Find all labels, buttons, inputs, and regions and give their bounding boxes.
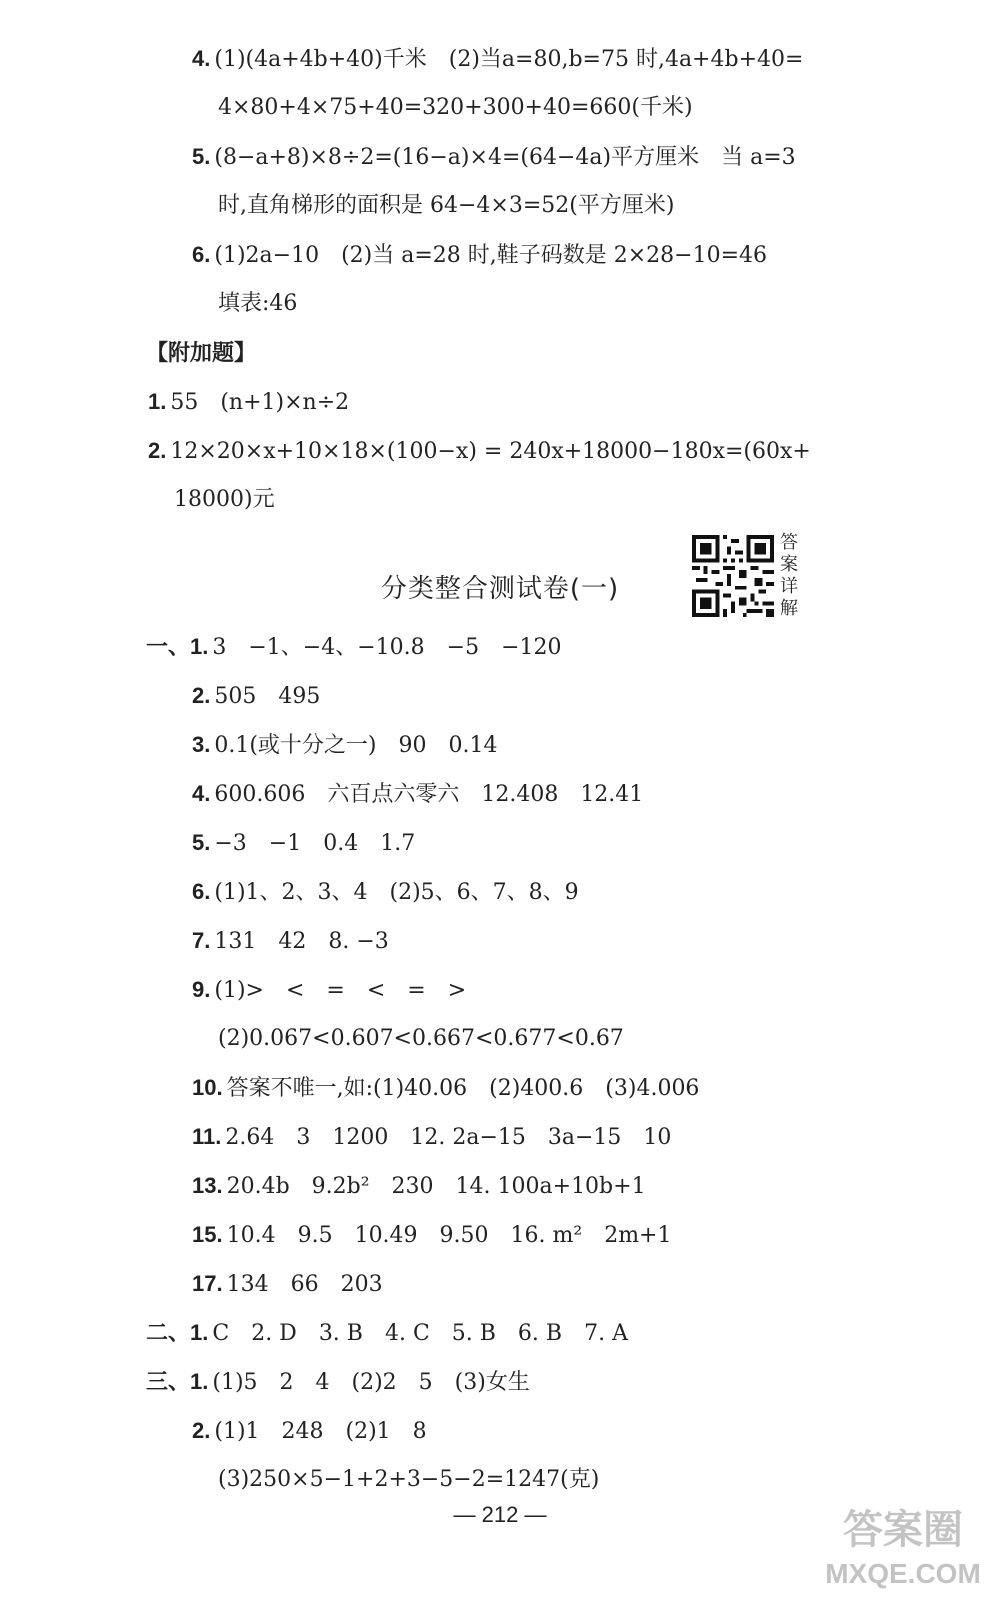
item-number: 一、1. [146, 634, 209, 659]
item-number: 15. [192, 1222, 223, 1247]
answer-line [192, 1073, 699, 1104]
answer-line [218, 1024, 624, 1054]
answer-line [146, 1318, 628, 1349]
answer-text: 12×20×x+10×18×(100−x) = 240x+18000−180x=(60x+ [170, 439, 811, 464]
answer-text: 600.606 六百点六零六 12.408 12.41 [214, 782, 644, 807]
item-number: 17. [192, 1271, 223, 1296]
answer-text: 0.1(或十分之一) 90 0.14 [214, 733, 498, 758]
answer-text: 18000)元 [174, 487, 275, 512]
item-number: 6. [192, 242, 211, 267]
answer-text: (3)250×5−1+2+3−5−2=1247(克) [218, 1467, 600, 1492]
answer-text: 4×80+4×75+40=320+300+40=660(千米) [218, 95, 693, 120]
item-number: 9. [192, 977, 211, 1002]
answer-text: 3 −1、−4、−10.8 −5 −120 [212, 635, 562, 660]
watermark-bottom-text: MXQE.COM [825, 1558, 981, 1589]
answer-text: (1)> < = < = > [214, 978, 467, 1003]
qr-caption: 答案详解 [780, 532, 798, 619]
answer-text: C 2. D 3. B 4. C 5. B 6. B 7. A [212, 1321, 628, 1346]
answer-line [192, 240, 767, 271]
item-number: 11. [192, 1124, 222, 1149]
answer-text: (8−a+8)×8÷2=(16−a)×4=(64−4a)平方厘米 当 a=3 [214, 145, 796, 170]
answer-text: 20.4b 9.2b² 230 14. 100a+10b+1 [226, 1174, 646, 1199]
answer-line [192, 44, 803, 75]
answer-text: (1)5 2 4 (2)2 5 (3)女生 [212, 1370, 530, 1395]
answer-text: −3 −1 0.4 1.7 [214, 831, 416, 856]
answer-text: (2)0.067<0.607<0.667<0.677<0.67 [218, 1026, 624, 1051]
answer-text: 55 (n+1)×n÷2 [170, 390, 350, 415]
answer-line [148, 387, 349, 418]
answer-line [192, 926, 389, 957]
answer-text: 时,直角梯形的面积是 64−4×3=52(平方厘米) [218, 193, 675, 218]
item-number: 二、1. [146, 1320, 209, 1345]
answer-line [146, 1367, 530, 1398]
answer-line [148, 436, 811, 467]
item-number: 13. [192, 1173, 223, 1198]
answer-line [192, 681, 320, 712]
item-number: 2. [192, 1418, 211, 1443]
answer-line [146, 632, 562, 663]
item-number: 7. [192, 928, 211, 953]
answer-text: (1)(4a+4b+40)千米 (2)当a=80,b=75 时,4a+4b+40= [214, 47, 804, 72]
item-number: 10. [192, 1075, 223, 1100]
answer-line [218, 1465, 599, 1495]
section-heading [146, 338, 256, 368]
page-number: — 212 — [453, 1502, 547, 1527]
answer-line [192, 828, 415, 859]
answer-line [218, 289, 297, 319]
answer-line [192, 1220, 671, 1251]
answer-text: (1)1 248 (2)1 8 [214, 1419, 427, 1444]
answer-line [192, 1122, 671, 1153]
answer-line [192, 779, 643, 810]
answer-text: 2.64 3 1200 12. 2a−15 3a−15 10 [225, 1125, 672, 1150]
answer-text: 505 495 [214, 684, 321, 709]
answer-line [174, 485, 275, 515]
answer-line [218, 191, 674, 221]
answer-text: 10.4 9.5 10.49 9.50 16. m² 2m+1 [226, 1223, 672, 1248]
answer-text: (1)2a−10 (2)当 a=28 时,鞋子码数是 2×28−10=46 [214, 243, 768, 268]
section-heading-text: 【附加题】 [146, 340, 257, 365]
answer-text: 134 66 203 [226, 1272, 383, 1297]
answer-text: 填表:46 [218, 291, 298, 316]
item-number: 6. [192, 879, 211, 904]
item-number: 2. [148, 438, 167, 463]
qr-code-icon[interactable] [692, 535, 774, 617]
item-number: 5. [192, 830, 211, 855]
answer-line [192, 1269, 383, 1300]
answer-line [192, 730, 498, 761]
answer-text: (1)1、2、3、4 (2)5、6、7、8、9 [214, 880, 579, 905]
item-number: 三、1. [146, 1369, 209, 1394]
item-number: 5. [192, 144, 211, 169]
item-number: 3. [192, 732, 211, 757]
answer-line [192, 1416, 427, 1447]
answer-line [218, 93, 693, 123]
item-number: 4. [192, 46, 211, 71]
answer-text: 答案不唯一,如:(1)40.06 (2)400.6 (3)4.006 [226, 1076, 700, 1101]
item-number: 1. [148, 389, 167, 414]
item-number: 2. [192, 683, 211, 708]
answer-line [192, 877, 579, 908]
item-number: 4. [192, 781, 211, 806]
page-title: 分类整合测试卷(一) [380, 574, 620, 604]
watermark [818, 1492, 988, 1598]
watermark-top-text: 答案圈 [843, 1508, 963, 1552]
answer-line [192, 142, 796, 173]
answer-line [192, 975, 466, 1006]
answer-line [192, 1171, 646, 1202]
answer-text: 131 42 8. −3 [214, 929, 389, 954]
